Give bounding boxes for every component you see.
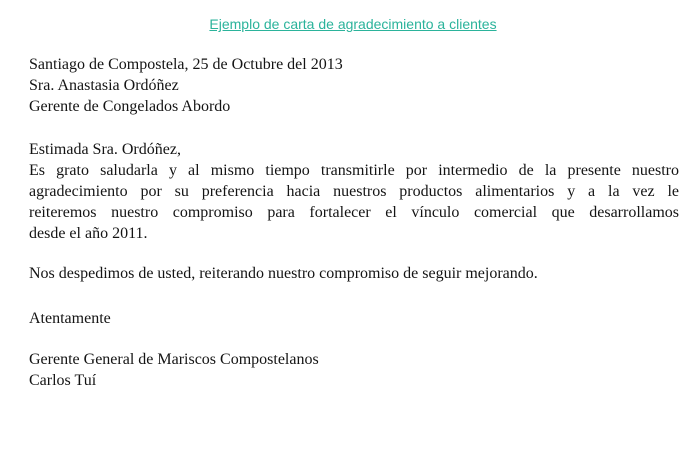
signature-title: Gerente General de Mariscos Compostelanos [29, 351, 319, 368]
farewell: Nos despedimos de usted, reiterando nuestro compromiso de seguir mejorando. [29, 265, 538, 282]
place-date: Santiago de Compostela, 25 de Octubre del 2013 [29, 56, 343, 73]
body-line: agradecimiento por su preferencia hacia nuestros productos alimentarios y a la vez le [29, 183, 679, 200]
recipient-name: Sra. Anastasia Ordóñez [29, 77, 179, 94]
body-line: Es grato saludarla y al mismo tiempo transmitirle por intermedio de la presente nuestro [29, 162, 679, 179]
closing-paragraph [29, 308, 679, 329]
body-line: reiteremos nuestro compromiso para fortalecer el vínculo comercial que desarrollamos [29, 204, 679, 221]
signature-name: Carlos Tuí [29, 372, 97, 389]
letter-body [29, 139, 679, 244]
signature-block [29, 349, 679, 391]
closing: Atentamente [29, 310, 111, 327]
recipient-title: Gerente de Congelados Abordo [29, 98, 231, 115]
document-title: Ejemplo de carta de agradecimiento a clientes [209, 16, 497, 32]
salutation: Estimada Sra. Ordóñez, [29, 141, 181, 158]
farewell-paragraph [29, 263, 679, 284]
letter-header [29, 54, 679, 117]
body-line: desde el año 2011. [29, 225, 148, 242]
